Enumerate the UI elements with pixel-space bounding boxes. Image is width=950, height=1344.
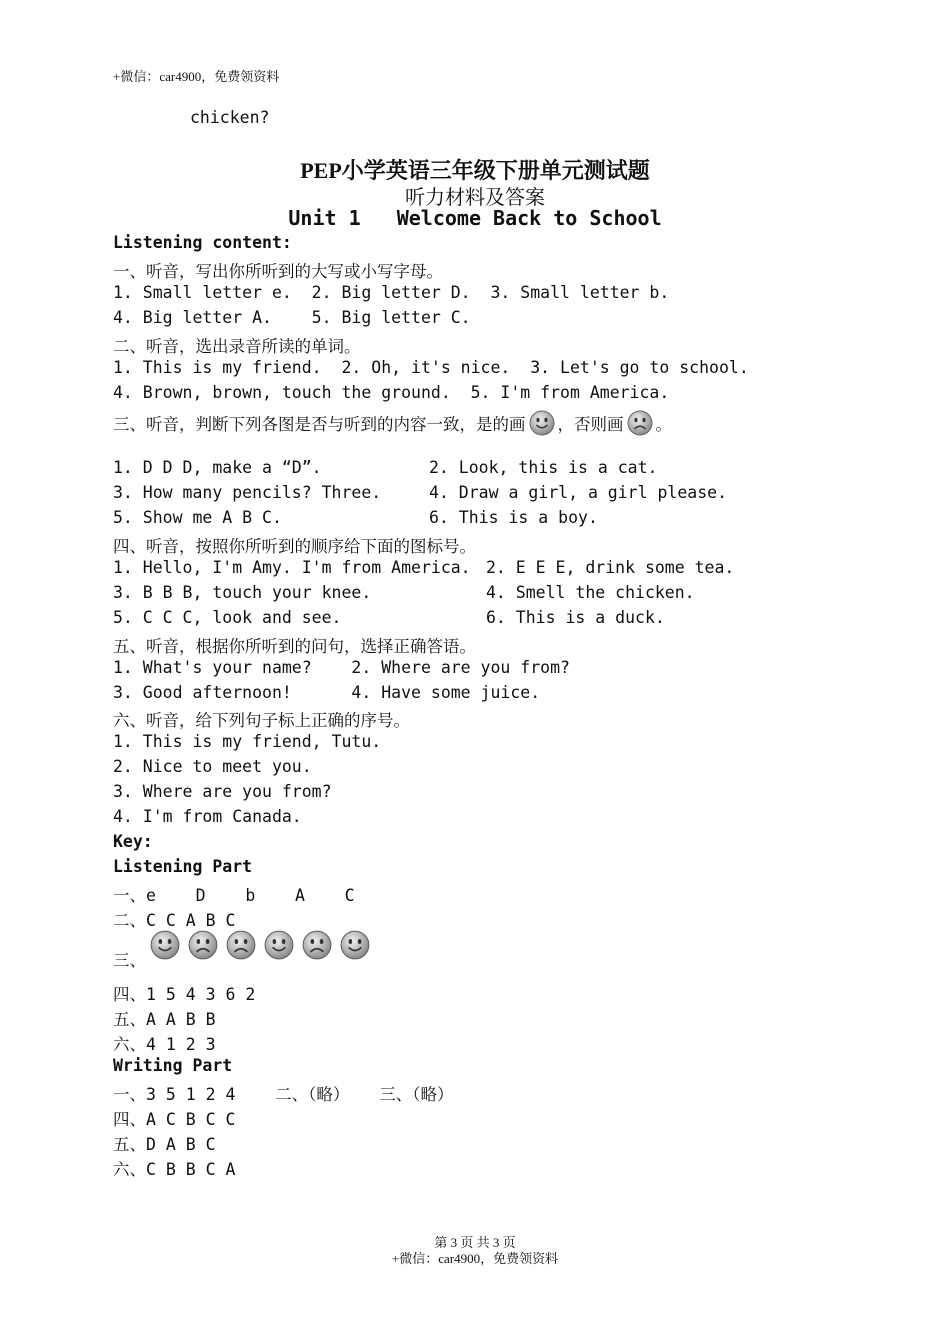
smile-icon [264,930,294,960]
faces-row [146,939,374,958]
header-note: +微信：car4900，免费领资料 [113,69,280,84]
section-6-line: 3. Where are you from? [113,782,332,801]
listening-content-label: Listening content: [113,233,292,252]
row-right-text: 4. Draw a girl, a girl please. [429,483,728,502]
section-6-line: 2. Nice to meet you. [113,757,312,776]
section-1-heading: 一、听音，写出你所听到的大写或小写字母。 [113,262,443,281]
row-left-text: 1. Hello, I'm Amy. I'm from America. [113,558,471,577]
key-answer: 二、C C A B C [113,911,236,930]
key-answer: 一、e D b A C [113,886,355,905]
section-3-heading-text: ，否则画 [557,415,624,434]
section-3-heading-text: 。 [655,415,672,434]
footer-note: +微信：car4900，免费领资料 [391,1251,559,1266]
listening-part-label: Listening Part [113,857,253,876]
section-2-heading: 二、听音，选出录音所读的单词。 [113,337,361,356]
row-left-text: 3. B B B, touch your knee. [113,583,372,602]
frown-icon [226,930,256,960]
key-answer: 一、3 5 1 2 4 二、（略） 三、（略） [113,1085,454,1104]
page-subtitle: 听力材料及答案 [405,187,545,209]
key-answer: 四、1 5 4 3 6 2 [113,985,256,1004]
key-answer-prefix: 三、 [113,951,146,970]
section-2-line: 4. Brown, brown, touch the ground. 5. I'm from America. [113,383,670,402]
frown-icon [302,930,332,960]
row-left-text: 5. C C C, look and see. [113,608,342,627]
page-title: PEP小学英语三年级下册单元测试题 [300,158,650,183]
previous-page-line: chicken? [190,108,270,127]
section-6-line: 4. I'm from Canada. [113,807,302,826]
key-answer: 五、D A B C [113,1135,216,1154]
section-3-heading-text: 三、听音，判断下列各图是否与听到的内容一致，是的画 [113,415,526,434]
section-5-line: 1. What's your name? 2. Where are you from? [113,658,570,677]
unit-title: Unit 1 Welcome Back to School [288,206,662,230]
key-answer: 四、A C B C C [113,1110,236,1129]
row-right-text: 6. This is a boy. [429,508,598,527]
row-right-text: 4. Smell the chicken. [486,583,695,602]
section-3-heading [113,410,672,436]
section-6-line: 1. This is my friend, Tutu. [113,732,382,751]
section-2-line: 1. This is my friend. 2. Oh, it's nice. 3. Let's go to school. [113,358,749,377]
row-right-text: 2. E E E, drink some tea. [486,558,735,577]
key-answer: 六、4 1 2 3 [113,1035,216,1054]
section-5-line: 3. Good afternoon! 4. Have some juice. [113,683,541,702]
section-4-heading: 四、听音，按照你所听到的顺序给下面的图标号。 [113,537,476,556]
row-right-text: 6. This is a duck. [486,608,665,627]
row-left-text: 3. How many pencils? Three. [113,483,382,502]
key-answer-faces [113,930,374,971]
smile-icon [529,410,555,436]
key-answer: 六、C B B C A [113,1160,236,1179]
key-label: Key: [113,832,153,851]
row-left-text: 1. D D D, make a “D”. [113,458,322,477]
section-1-line: 4. Big letter A. 5. Big letter C. [113,308,471,327]
section-6-heading: 六、听音，给下列句子标上正确的序号。 [113,711,410,730]
section-3-row [113,458,322,477]
frown-icon [188,930,218,960]
smile-icon [340,930,370,960]
smile-icon [150,930,180,960]
key-answer: 五、A A B B [113,1010,216,1029]
section-1-line: 1. Small letter e. 2. Big letter D. 3. Small letter b. [113,283,670,302]
row-left-text: 5. Show me A B C. [113,508,282,527]
footer-page-number: 第 3 页 共 3 页 [434,1235,516,1250]
row-right-text: 2. Look, this is a cat. [429,458,658,477]
frown-icon [627,410,653,436]
writing-part-label: Writing Part [113,1056,233,1075]
section-5-heading: 五、听音，根据你所听到的问句，选择正确答语。 [113,637,476,656]
